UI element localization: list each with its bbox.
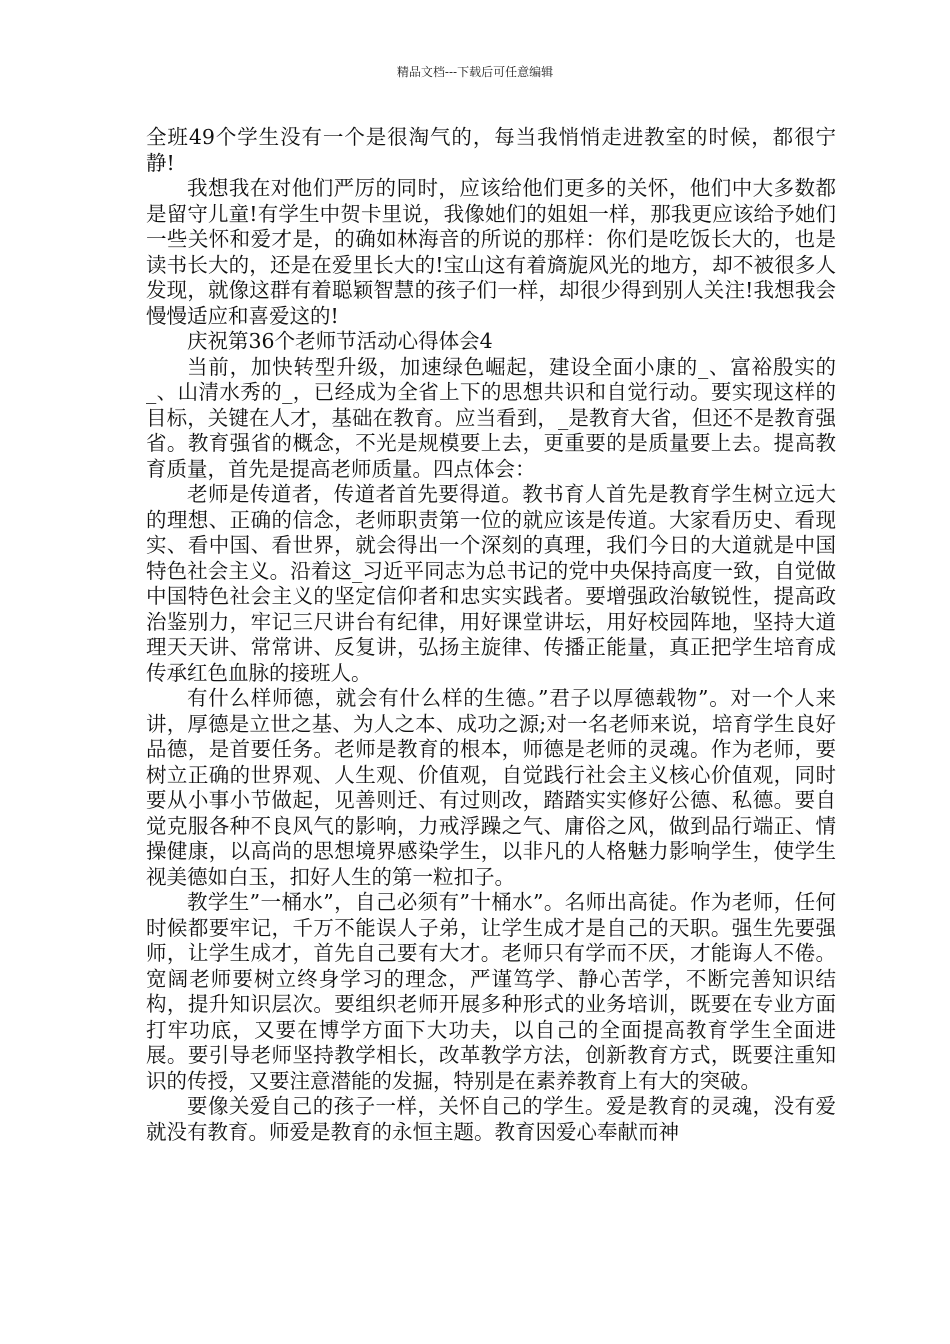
paragraph: 教学生”一桶水”，自己必须有”十桶水”。名师出高徒。作为老师，任何时候都要牢记，千万不能误人子弟，让学生成才是自己的天职。强生先要强师，让学生成才，首先自己要有大才。老师只有学而不厌，才能诲人不倦。宽阔老师要树立终身学习的理念，严谨笃学、静心苦学，不断完善知识结构，提升知识层次。要组织老师开展多种形式的业务培训，既要在专业方面打牢功底，又要在博学方面下大功夫，以自己的全面提高教育学生全面进展。要引导老师坚持教学相长，改革教学方法，创新教育方式，既要注重知识的传授，又要注意潜能的发掘，特别是在素养教育上有大的突破。 <box>146 890 836 1093</box>
page-header: 精品文档---下载后可任意编辑 <box>396 65 554 79</box>
paragraph: 我想我在对他们严厉的同时，应该给他们更多的关怀，他们中大多数都是留守儿童!有学生中贺卡里说，我像她们的姐姐一样，那我更应该给予她们一些关怀和爱才是，的确如林海音的所说的那样：你们是吃饭长大的，也是读书长大的，还是在爱里长大的!宝山这有着旖旎风光的地方，却不被很多人发现，就像这群有着聪颖智慧的孩子们一样，却很少得到别人关注!我想我会慢慢适应和喜爱这的! <box>146 176 836 328</box>
document-body <box>146 125 836 1145</box>
paragraph: 当前，加快转型升级，加速绿色崛起，建设全面小康的_、富裕殷实的_、山清水秀的_，已经成为全省上下的思想共识和自觉行动。要实现这样的目标，关键在人才，基础在教育。应当看到，_是教育大省，但还不是教育强省。教育强省的概念，不光是规模要上去，更重要的是质量要上去。提高教育质量，首先是提高老师质量。四点体会： <box>146 354 836 481</box>
paragraph: 要像关爱自己的孩子一样，关怀自己的学生。爱是教育的灵魂，没有爱就没有教育。师爱是教育的永恒主题。教育因爱心奉献而神 <box>146 1094 836 1144</box>
paragraph-continuation: 全班49个学生没有一个是很淘气的，每当我悄悄走进教室的时候，都很宁静! <box>146 125 836 175</box>
paragraph: 有什么样师德，就会有什么样的生德。”君子以厚德载物”。对一个人来讲，厚德是立世之基、为人之本、成功之源;对一名老师来说，培育学生良好品德，是首要任务。老师是教育的根本，师德是老师的灵魂。作为老师，要树立正确的世界观、人生观、价值观，自觉践行社会主义核心价值观，同时要从小事小节做起，见善则迁、有过则改，踏踏实实修好公德、私德。要自觉克服各种不良风气的影响，力戒浮躁之气、庸俗之风，做到品行端正、情操健康，以高尚的思想境界感染学生，以非凡的人格魅力影响学生，使学生视美德如白玉，扣好人生的第一粒扣子。 <box>146 686 836 889</box>
section-heading: 庆祝第36个老师节活动心得体会4 <box>187 329 493 353</box>
paragraph: 老师是传道者，传道者首先要得道。教书育人首先是教育学生树立远大的理想、正确的信念，老师职责第一位的就应该是传道。大家看历史、看现实、看中国、看世界，就会得出一个深刻的真理，我们今日的大道就是中国特色社会主义。沿着这_习近平同志为总书记的党中央保持高度一致，自觉做中国特色社会主义的坚定信仰者和忠实实践者。要增强政治敏锐性，提高政治鉴别力，牢记三尺讲台有纪律，用好课堂讲坛，用好校园阵地，坚持大道理天天讲、常常讲、反复讲，弘扬主旋律、传播正能量，真正把学生培育成传承红色血脉的接班人。 <box>146 482 836 685</box>
